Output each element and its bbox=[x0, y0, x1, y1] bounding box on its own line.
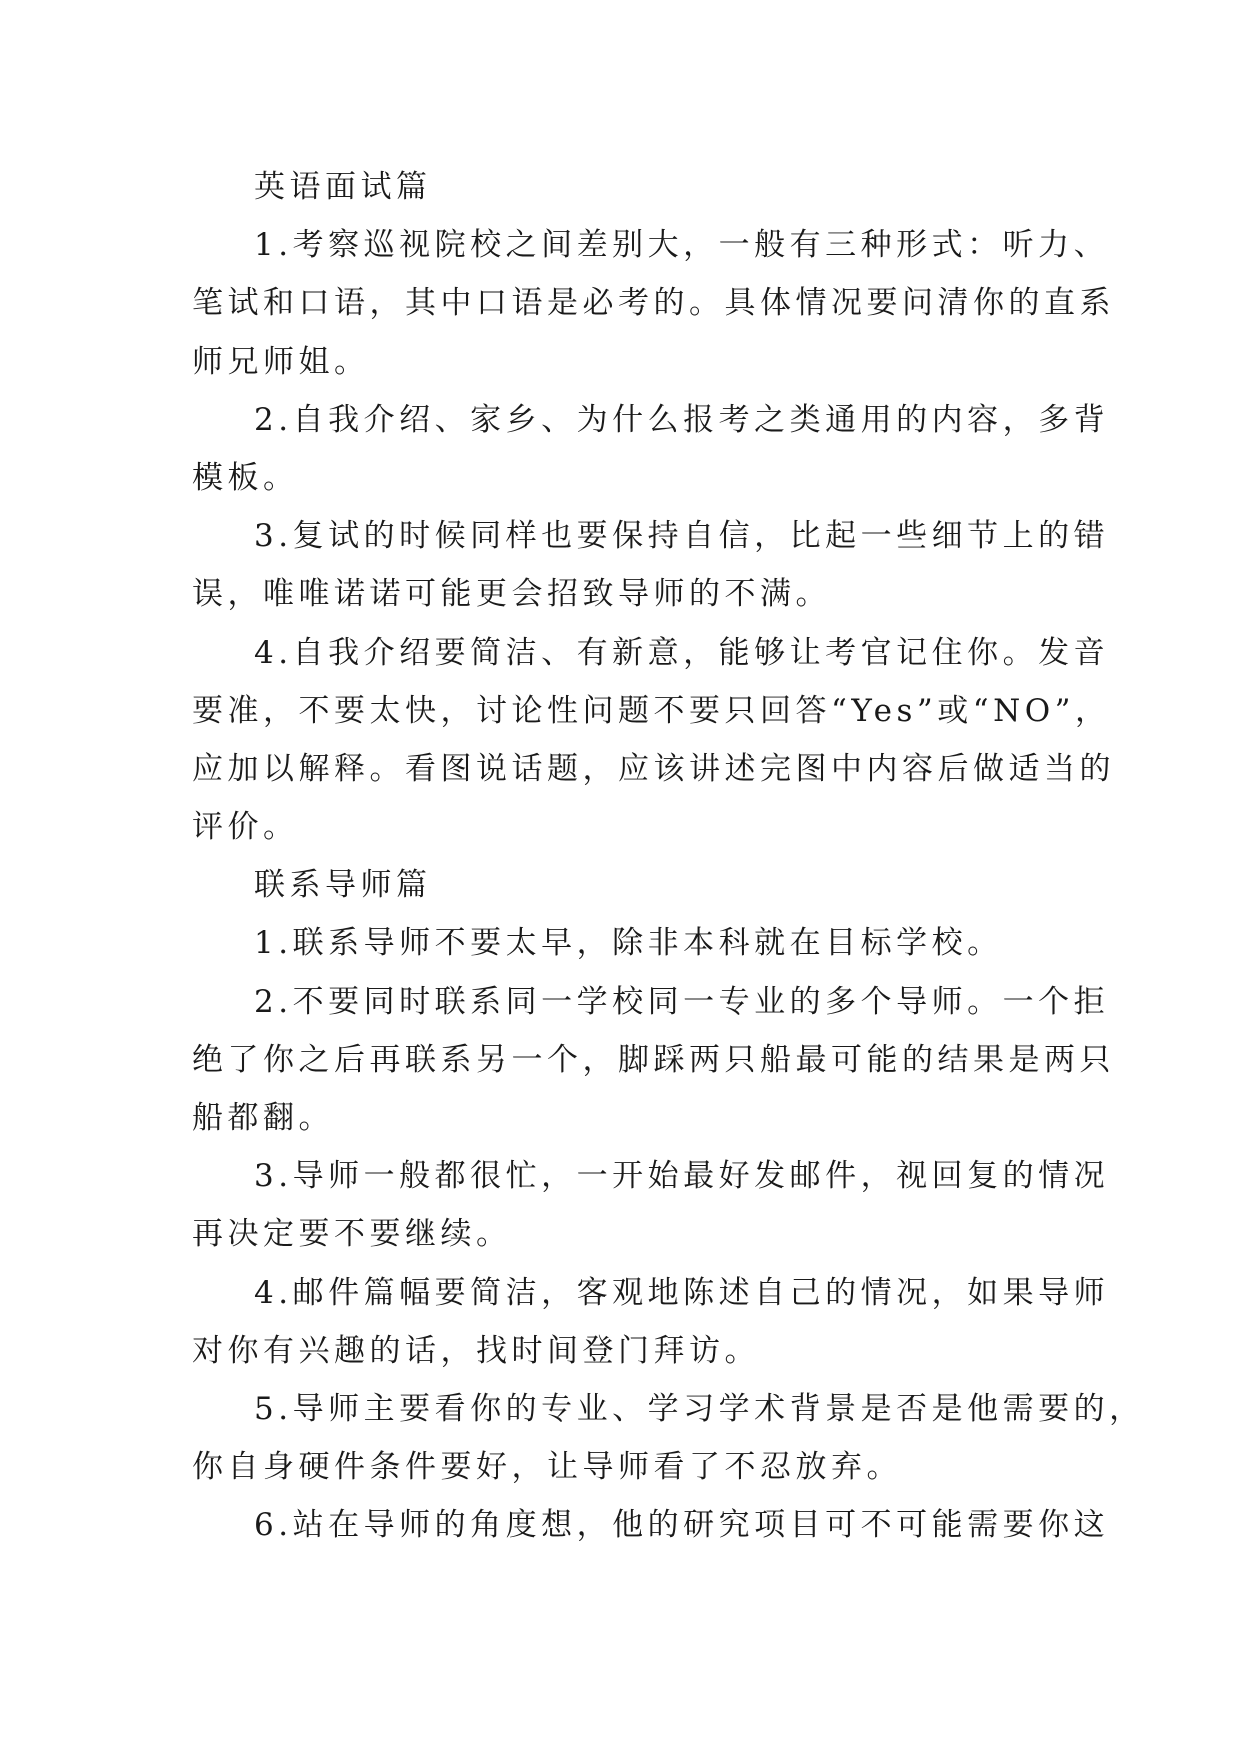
paragraph-line: 师兄师姐。 bbox=[192, 343, 370, 380]
paragraph-line: 误，唯唯诺诺可能更会招致导师的不满。 bbox=[192, 576, 831, 613]
paragraph-line: 应加以解释。看图说话题，应该讲述完图中内容后做适当的 bbox=[192, 750, 1115, 787]
paragraph-line: 4.自我介绍要简洁、有新意，能够让考官记住你。发音 bbox=[254, 634, 1110, 671]
paragraph-line: 5.导师主要看你的专业、学习学术背景是否是他需要的， bbox=[254, 1390, 1145, 1427]
paragraph-line: 3.导师一般都很忙，一开始最好发邮件，视回复的情况 bbox=[254, 1158, 1110, 1195]
paragraph-line: 评价。 bbox=[192, 809, 299, 846]
paragraph-line: 1.考察巡视院校之间差别大，一般有三种形式：听力、 bbox=[254, 227, 1110, 264]
section-heading-english-interview: 英语面试篇 bbox=[254, 169, 432, 205]
paragraph-line: 模板。 bbox=[192, 459, 299, 496]
paragraph-line: 2.不要同时联系同一学校同一专业的多个导师。一个拒 bbox=[254, 983, 1110, 1020]
paragraph-line: 3.复试的时候同样也要保持自信，比起一些细节上的错 bbox=[254, 518, 1110, 555]
paragraph-line: 1.联系导师不要太早，除非本科就在目标学校。 bbox=[254, 925, 1003, 962]
section-heading-contact-advisor: 联系导师篇 bbox=[254, 867, 432, 904]
paragraph-line: 船都翻。 bbox=[192, 1100, 334, 1136]
paragraph-line: 2.自我介绍、家乡、为什么报考之类通用的内容，多背 bbox=[254, 401, 1110, 438]
paragraph-line: 对你有兴趣的话，找时间登门拜访。 bbox=[192, 1332, 760, 1369]
paragraph-line: 要准，不要太快，讨论性问题不要只回答“Yes”或“NO”， bbox=[192, 692, 1111, 729]
paragraph-line: 绝了你之后再联系另一个，脚踩两只船最可能的结果是两只 bbox=[192, 1041, 1115, 1078]
paragraph-line: 6.站在导师的角度想，他的研究项目可不可能需要你这 bbox=[254, 1507, 1110, 1544]
paragraph-line: 笔试和口语，其中口语是必考的。具体情况要问清你的直系 bbox=[192, 285, 1115, 322]
paragraph-line: 4.邮件篇幅要简洁，客观地陈述自己的情况，如果导师 bbox=[254, 1274, 1110, 1311]
paragraph-line: 你自身硬件条件要好，让导师看了不忍放弃。 bbox=[192, 1449, 902, 1486]
document-body bbox=[192, 158, 1145, 1555]
paragraph-line: 再决定要不要继续。 bbox=[192, 1216, 512, 1253]
